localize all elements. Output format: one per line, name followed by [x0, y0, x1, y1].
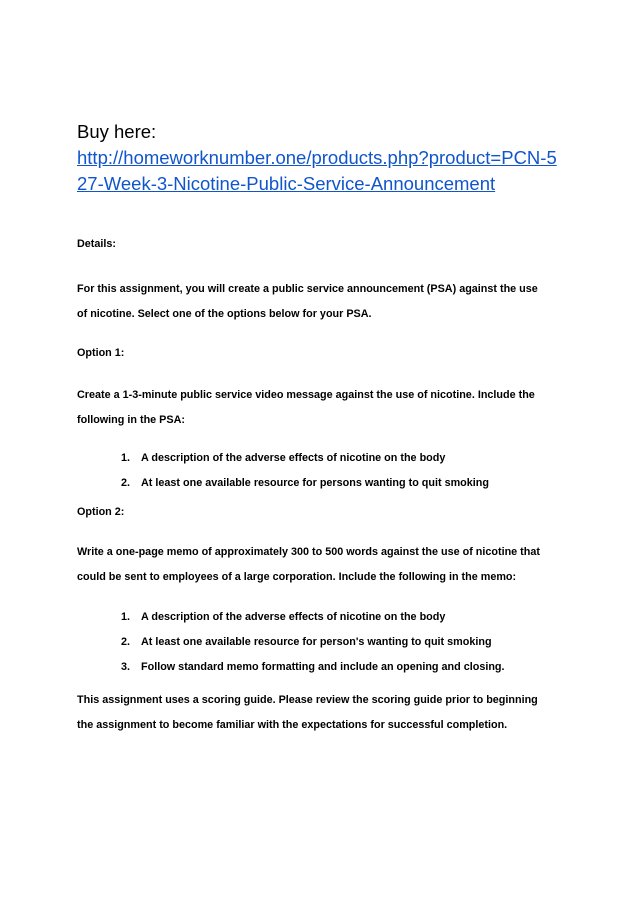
- list-item: [121, 635, 492, 649]
- option2-heading: Option 2:: [77, 506, 125, 518]
- list-item: [121, 451, 445, 465]
- option1-text-line-1: Create a 1-3-minute public service video message against the use of nicotine. Include the: [77, 389, 535, 401]
- option2-text-line-1: Write a one-page memo of approximately 300 to 500 words against the use of nicotine that: [77, 546, 540, 558]
- buy-here-block: [77, 119, 577, 197]
- intro-line-2: of nicotine. Select one of the options below for your PSA.: [77, 308, 372, 320]
- closing-line-2: the assignment to become familiar with the expectations for successful completion.: [77, 719, 508, 731]
- list-item-text: At least one available resource for persons wanting to quit smoking: [141, 477, 489, 489]
- details-heading: Details:: [77, 238, 117, 250]
- list-item-text: A description of the adverse effects of nicotine on the body: [141, 452, 446, 464]
- intro-line-1: For this assignment, you will create a public service announcement (PSA) against the use: [77, 283, 538, 295]
- option1-text-line-2: following in the PSA:: [77, 414, 185, 426]
- list-item-number: 2.: [121, 636, 131, 648]
- list-item-text: A description of the adverse effects of nicotine on the body: [141, 611, 446, 623]
- list-item-text: At least one available resource for person's wanting to quit smoking: [141, 636, 492, 648]
- list-item-number: 1.: [121, 452, 131, 464]
- list-item-number: 3.: [121, 661, 131, 673]
- option1-heading: Option 1:: [77, 347, 125, 359]
- product-link[interactable]: http://homeworknumber.one/products.php?product=PCN-527-Week-3-Nicotine-Public-Service-Announcement: [77, 147, 557, 194]
- option2-text-line-2: could be sent to employees of a large corporation. Include the following in the memo:: [77, 571, 517, 583]
- list-item: [121, 660, 505, 674]
- closing-line-1: This assignment uses a scoring guide. Please review the scoring guide prior to beginning: [77, 694, 538, 706]
- list-item-number: 2.: [121, 477, 131, 489]
- buy-here-label: Buy here:: [77, 121, 157, 142]
- list-item: [121, 610, 445, 624]
- list-item: [121, 476, 489, 490]
- list-item-text: Follow standard memo formatting and include an opening and closing.: [141, 661, 505, 673]
- list-item-number: 1.: [121, 611, 131, 623]
